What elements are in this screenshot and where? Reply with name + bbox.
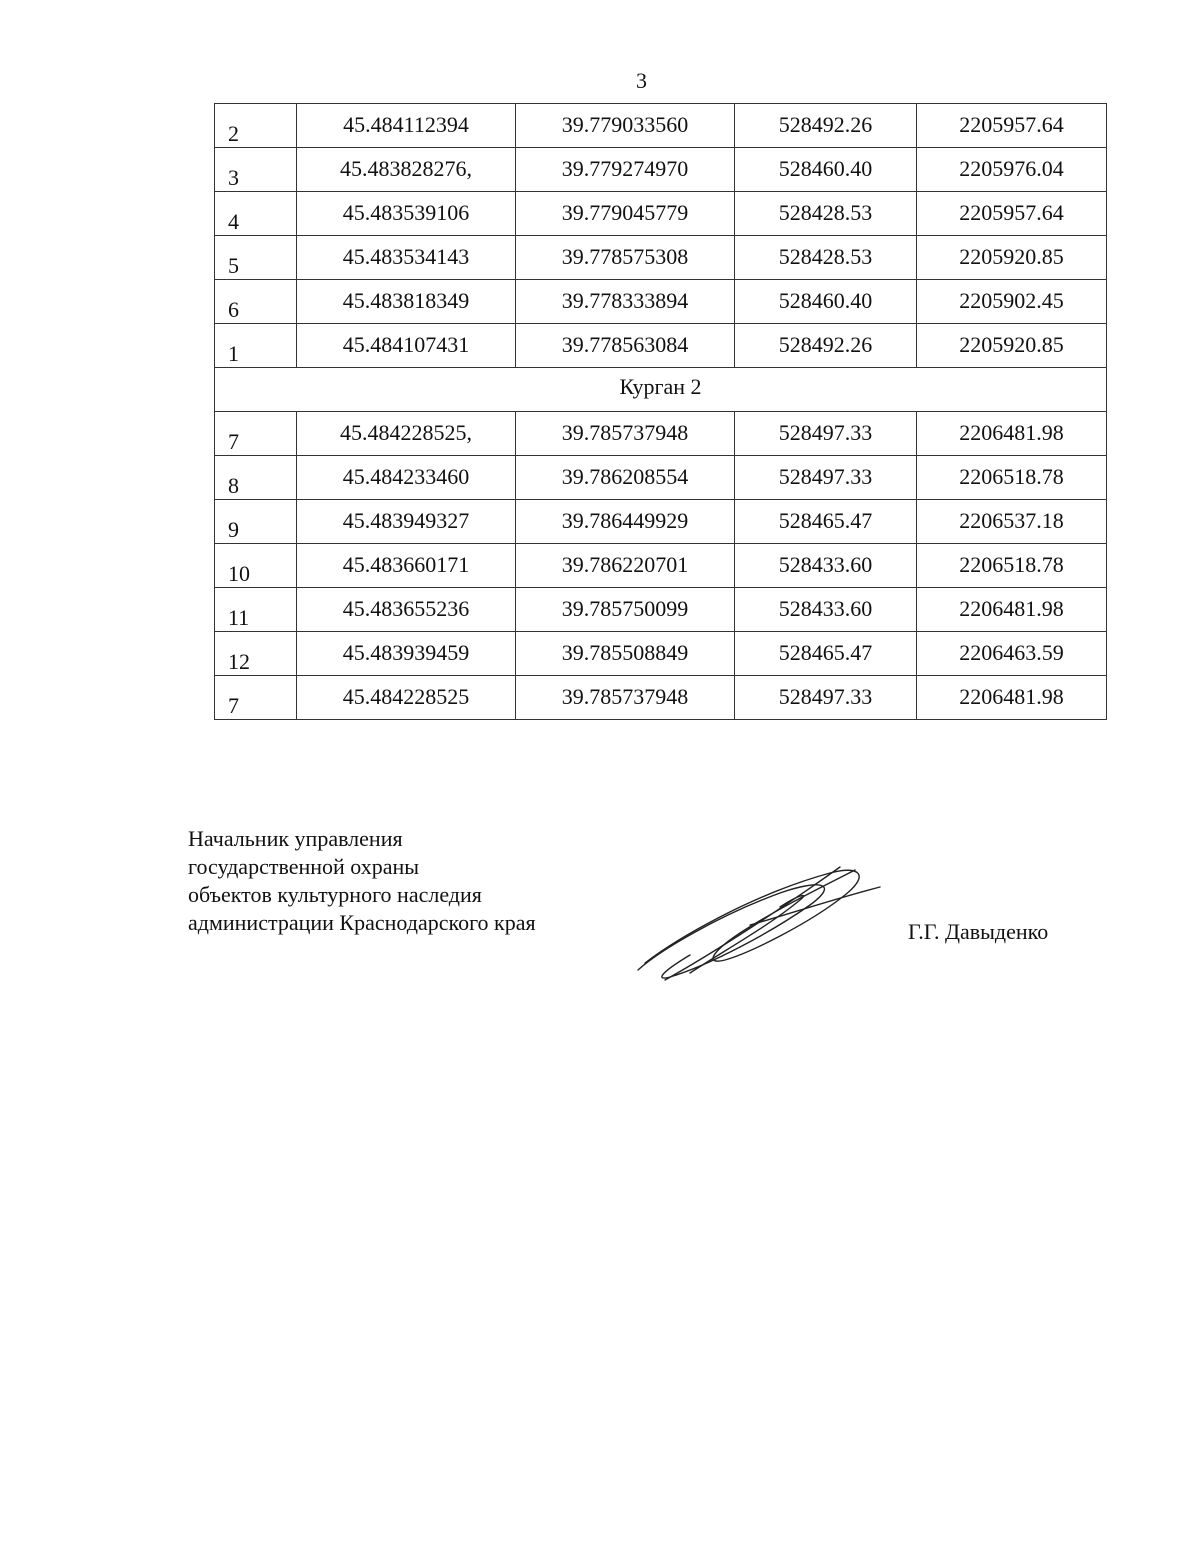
latitude-cell: 45.483655236	[297, 587, 516, 631]
latitude-cell: 45.483828276,	[297, 148, 516, 192]
signatory-position-line: объектов культурного наследия	[188, 882, 482, 907]
point-number-cell: 7	[215, 411, 297, 455]
handwritten-signature	[630, 855, 890, 990]
longitude-cell: 39.778563084	[516, 324, 735, 368]
point-number-cell: 3	[215, 148, 297, 192]
signatory-position	[188, 825, 536, 937]
point-number-cell: 8	[215, 455, 297, 499]
latitude-cell: 45.484228525,	[297, 411, 516, 455]
point-number-cell: 9	[215, 499, 297, 543]
longitude-cell: 39.786208554	[516, 455, 735, 499]
point-number-cell: 2	[215, 104, 297, 148]
x-coordinate-cell: 528428.53	[735, 236, 917, 280]
table-row	[215, 324, 1107, 368]
x-coordinate-cell: 528433.60	[735, 587, 917, 631]
y-coordinate-cell: 2206463.59	[917, 631, 1107, 675]
y-coordinate-cell: 2206481.98	[917, 411, 1107, 455]
longitude-cell: 39.779274970	[516, 148, 735, 192]
longitude-cell: 39.778575308	[516, 236, 735, 280]
table-row	[215, 675, 1107, 719]
signer-name: Г.Г. Давыденко	[908, 919, 1049, 944]
signatory-position-line: государственной охраны	[188, 854, 420, 879]
page-number: 3	[636, 68, 647, 93]
point-number-cell: 10	[215, 543, 297, 587]
signatory-position-line: Начальник управления	[188, 826, 403, 851]
longitude-cell: 39.785737948	[516, 411, 735, 455]
section-header-row	[215, 368, 1107, 412]
point-number-cell: 11	[215, 587, 297, 631]
latitude-cell: 45.484233460	[297, 455, 516, 499]
table-row	[215, 236, 1107, 280]
longitude-cell: 39.779033560	[516, 104, 735, 148]
x-coordinate-cell: 528497.33	[735, 675, 917, 719]
latitude-cell: 45.483818349	[297, 280, 516, 324]
x-coordinate-cell: 528492.26	[735, 324, 917, 368]
y-coordinate-cell: 2206518.78	[917, 543, 1107, 587]
y-coordinate-cell: 2205957.64	[917, 104, 1107, 148]
x-coordinate-cell: 528465.47	[735, 499, 917, 543]
latitude-cell: 45.484228525	[297, 675, 516, 719]
y-coordinate-cell: 2205957.64	[917, 192, 1107, 236]
y-coordinate-cell: 2205920.85	[917, 236, 1107, 280]
section-title: Курган 2	[215, 368, 1107, 412]
table-row	[215, 411, 1107, 455]
table-row	[215, 499, 1107, 543]
x-coordinate-cell: 528497.33	[735, 455, 917, 499]
point-number-cell: 7	[215, 675, 297, 719]
x-coordinate-cell: 528460.40	[735, 148, 917, 192]
latitude-cell: 45.483660171	[297, 543, 516, 587]
point-number-cell: 1	[215, 324, 297, 368]
y-coordinate-cell: 2205920.85	[917, 324, 1107, 368]
longitude-cell: 39.786220701	[516, 543, 735, 587]
longitude-cell: 39.785737948	[516, 675, 735, 719]
table-row	[215, 587, 1107, 631]
x-coordinate-cell: 528497.33	[735, 411, 917, 455]
x-coordinate-cell: 528465.47	[735, 631, 917, 675]
longitude-cell: 39.778333894	[516, 280, 735, 324]
point-number-cell: 4	[215, 192, 297, 236]
coordinates-table-body	[215, 104, 1107, 720]
table-row	[215, 104, 1107, 148]
signatory-position-line: администрации Краснодарского края	[188, 910, 536, 935]
latitude-cell: 45.483939459	[297, 631, 516, 675]
table-row	[215, 148, 1107, 192]
longitude-cell: 39.785508849	[516, 631, 735, 675]
latitude-cell: 45.483534143	[297, 236, 516, 280]
y-coordinate-cell: 2206481.98	[917, 587, 1107, 631]
point-number-cell: 6	[215, 280, 297, 324]
latitude-cell: 45.483539106	[297, 192, 516, 236]
y-coordinate-cell: 2206481.98	[917, 675, 1107, 719]
longitude-cell: 39.786449929	[516, 499, 735, 543]
longitude-cell: 39.785750099	[516, 587, 735, 631]
table-row	[215, 192, 1107, 236]
y-coordinate-cell: 2205902.45	[917, 280, 1107, 324]
x-coordinate-cell: 528428.53	[735, 192, 917, 236]
y-coordinate-cell: 2206518.78	[917, 455, 1107, 499]
latitude-cell: 45.484112394	[297, 104, 516, 148]
x-coordinate-cell: 528492.26	[735, 104, 917, 148]
y-coordinate-cell: 2206537.18	[917, 499, 1107, 543]
latitude-cell: 45.483949327	[297, 499, 516, 543]
point-number-cell: 12	[215, 631, 297, 675]
table-row	[215, 455, 1107, 499]
table-row	[215, 543, 1107, 587]
point-number-cell: 5	[215, 236, 297, 280]
table-row	[215, 631, 1107, 675]
y-coordinate-cell: 2205976.04	[917, 148, 1107, 192]
longitude-cell: 39.779045779	[516, 192, 735, 236]
latitude-cell: 45.484107431	[297, 324, 516, 368]
x-coordinate-cell: 528433.60	[735, 543, 917, 587]
x-coordinate-cell: 528460.40	[735, 280, 917, 324]
coordinates-table	[214, 103, 1107, 720]
table-row	[215, 280, 1107, 324]
